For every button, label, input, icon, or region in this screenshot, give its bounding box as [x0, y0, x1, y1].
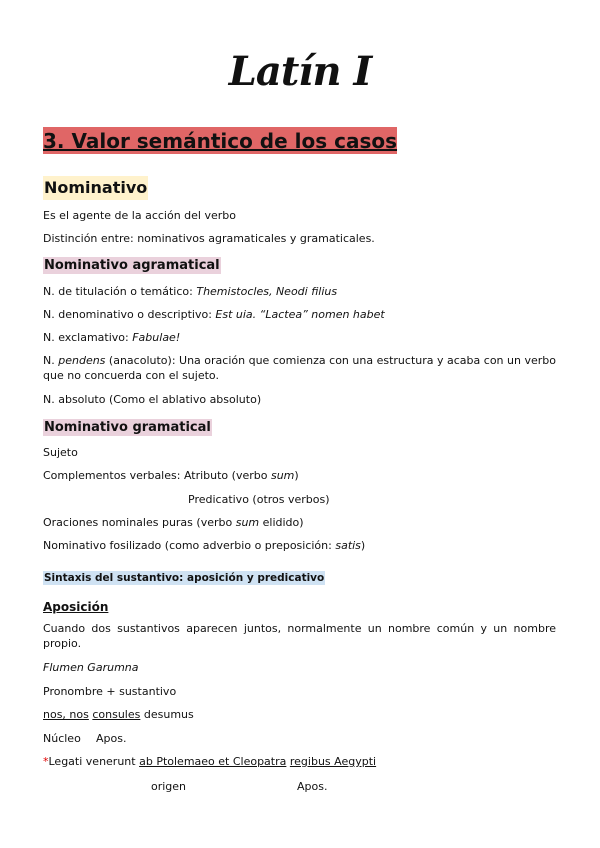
- pendens-paragraph: [43, 353, 556, 383]
- nominativo-distinction: Distinción entre: nominativos agramaticales y gramaticales.: [43, 232, 375, 245]
- aposicion-example-2: [43, 707, 194, 722]
- denominativo-label: N. denominativo o descriptivo:: [43, 308, 216, 321]
- fosilizado-close: ): [360, 539, 366, 552]
- nos-nos: nos, nos: [43, 708, 89, 721]
- apos-label: Apos.: [96, 732, 127, 745]
- gramatical-heading: Nominativo gramatical: [44, 420, 211, 435]
- exclamativo-label: N. exclamativo:: [43, 331, 133, 344]
- complementos-line: [43, 468, 299, 483]
- legati-line: [43, 754, 376, 769]
- agramatical-heading: Nominativo agramatical: [44, 258, 220, 273]
- flumen-example: Flumen Garumna: [43, 661, 139, 674]
- nominativo-definition: Es el agente de la acción del verbo: [43, 209, 236, 222]
- aposicion-description: Cuando dos sustantivos aparecen juntos, normalmente un nombre común y un nombre propio.: [43, 622, 556, 650]
- exclamativo-line: [43, 330, 180, 345]
- predicativo-line: Predicativo (otros verbos): [188, 493, 330, 506]
- oraciones-prefix: Oraciones nominales puras (verbo: [43, 516, 236, 529]
- complementos-close: ): [294, 469, 299, 482]
- sintaxis-heading: Sintaxis del sustantivo: aposición y predicativo: [44, 572, 325, 584]
- legati-apposition: regibus Aegypti: [289, 755, 377, 768]
- nominativo-heading: Nominativo: [43, 176, 148, 200]
- pronombre-line: Pronombre + sustantivo: [43, 685, 177, 698]
- document-title: Latín I: [228, 48, 372, 95]
- titulacion-example: Themistocles, Neodi filius: [196, 285, 338, 298]
- complementos-label: Complementos verbales: Atributo (verbo: [43, 469, 271, 482]
- section-heading: 3. Valor semántico de los casos: [43, 129, 398, 153]
- oraciones-line: [43, 515, 304, 530]
- pendens-description: (anacoluto): Una oración que comienza con una estructura y acaba con un verbo que no concuerda con el sujeto.: [43, 354, 556, 382]
- complementos-sum: sum: [270, 469, 295, 482]
- legati-text: Legati venerunt: [48, 755, 140, 768]
- fosilizado-satis: satis: [335, 539, 361, 552]
- origen-label: origen: [151, 780, 187, 793]
- aposicion-heading: Aposición: [43, 600, 109, 614]
- absoluto-line: N. absoluto (Como el ablativo absoluto): [43, 393, 262, 406]
- pendens-prefix: N.: [43, 354, 59, 367]
- denominativo-example: Est uia. “Lactea” nomen habet: [215, 308, 385, 321]
- titulacion-label: N. de titulación o temático:: [43, 285, 197, 298]
- nucleo-label: Núcleo: [43, 732, 81, 745]
- apos-label-2: Apos.: [297, 780, 328, 793]
- titulacion-line: [43, 284, 337, 299]
- legati-origin: ab Ptolemaeo et Cleopatra: [139, 755, 287, 768]
- sujeto-line: Sujeto: [43, 446, 78, 459]
- fosilizado-line: [43, 538, 365, 553]
- desumus: desumus: [140, 708, 194, 721]
- exclamativo-example: Fabulae!: [132, 331, 181, 344]
- legati-asterisk: *: [43, 755, 49, 768]
- oraciones-suffix: elidido): [259, 516, 304, 529]
- pendens-word: pendens: [58, 354, 106, 367]
- oraciones-sum: sum: [235, 516, 260, 529]
- denominativo-line: [43, 307, 385, 322]
- fosilizado-prefix: Nominativo fosilizado (como adverbio o preposición:: [43, 539, 336, 552]
- consules: consules: [92, 708, 141, 721]
- aposicion-example-1: [43, 660, 139, 675]
